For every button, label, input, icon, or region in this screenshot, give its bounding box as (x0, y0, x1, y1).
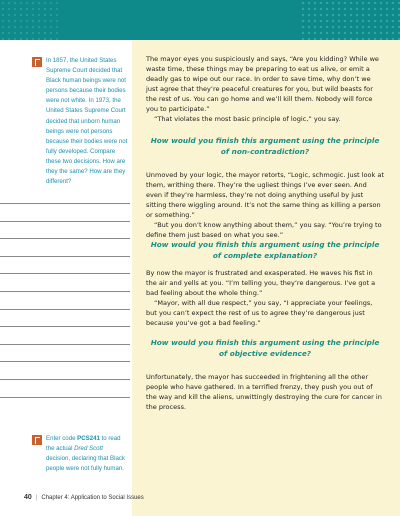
paragraph: “That violates the most basic principle of logic,” you say. (154, 115, 341, 124)
question-complete-explanation: How would you finish this argument using the principle of complete explanation? (150, 240, 380, 260)
dot-pattern-right (300, 0, 400, 40)
note-text: Enter code (46, 435, 78, 442)
body-paragraph-4 (146, 372, 384, 412)
question-objective-evidence: How would you finish this argument using the principle of objective evidence? (150, 338, 380, 358)
case-title: Dred Scott (74, 445, 103, 453)
writing-line (0, 256, 130, 257)
writing-line (0, 203, 130, 204)
paragraph: “Mayor, with all due respect,” you say, “I appreciate your feelings, but you can’t expect the rest of us to agree they’re dangerous just because you’ve got a bad feeling.” (146, 299, 373, 328)
writing-lines (0, 203, 130, 414)
body-paragraph-1 (146, 54, 384, 124)
paragraph: “But you don’t know anything about them,” you say. “You’re trying to define them just based on what you see.” (146, 221, 382, 240)
flag-icon (32, 435, 42, 445)
access-code[interactable]: PCS241 (77, 435, 100, 442)
sidebar-note-online-code (46, 434, 128, 474)
writing-line (0, 238, 130, 239)
writing-line (0, 273, 130, 274)
paragraph: The mayor eyes you suspiciously and says, “Are you kidding? While we waste time, these things may be preparing to eat us alive, or emit a deadly gas to wipe out our race. In order to save time, why don’t we just agree that they’re peaceful creatures for you, but wild beasts for the rest of us. You can go home and we’ll kill them. Nobody will force you to participate.” (146, 55, 379, 114)
writing-line (0, 309, 130, 310)
flag-icon (32, 57, 42, 67)
page-number: 40 (24, 494, 32, 501)
question-non-contradiction: How would you finish this argument using the principle of non-contradiction? (150, 136, 380, 156)
header-band (0, 0, 400, 40)
page-footer (24, 494, 144, 501)
paragraph: Unfortunately, the mayor has succeeded in frightening all the other people who have gathered. In a terrified frenzy, they push you out of the way and kill the aliens, unwittingly destroying the cure for cancer in the process. (146, 373, 382, 412)
writing-line (0, 379, 130, 380)
chapter-title: Chapter 4: Application to Social Issues (41, 495, 144, 501)
writing-line (0, 291, 130, 292)
sidebar-note-history: In 1857, the United States Supreme Court decided that Black human beings were not persons because their bodies were not white. In 1973, the United States Supreme Court decided that unborn human beings were not persons because their bodies were not fully developed. Compare these two decisions. How are they the same? How are they different? (46, 57, 128, 186)
paragraph: By now the mayor is frustrated and exasperated. He waves his fist in the air and yells at you. “I’m telling you, they’re dangerous. I’ve got a bad feeling about the whole thing.” (146, 269, 376, 298)
writing-line (0, 221, 130, 222)
paragraph: Unmoved by your logic, the mayor retorts, “Logic, schmogic. Just look at them, writhing there. They’re the ugliest things I’ve ever seen. And even if they’re harmless, they’re not doing anything useful by just sitting there wiggling around. It’s not the same thing as killing a person or something.” (146, 171, 384, 220)
writing-line (0, 397, 130, 398)
note-text: decision, declaring that Black people were not fully human. (46, 455, 125, 473)
dot-pattern-left (0, 0, 60, 40)
body-paragraph-3 (146, 268, 384, 328)
writing-line (0, 326, 130, 327)
writing-line (0, 361, 130, 362)
writing-line (0, 344, 130, 345)
footer-divider: | (35, 495, 38, 501)
note-text: to read the actual (46, 435, 121, 453)
body-paragraph-2 (146, 170, 384, 240)
